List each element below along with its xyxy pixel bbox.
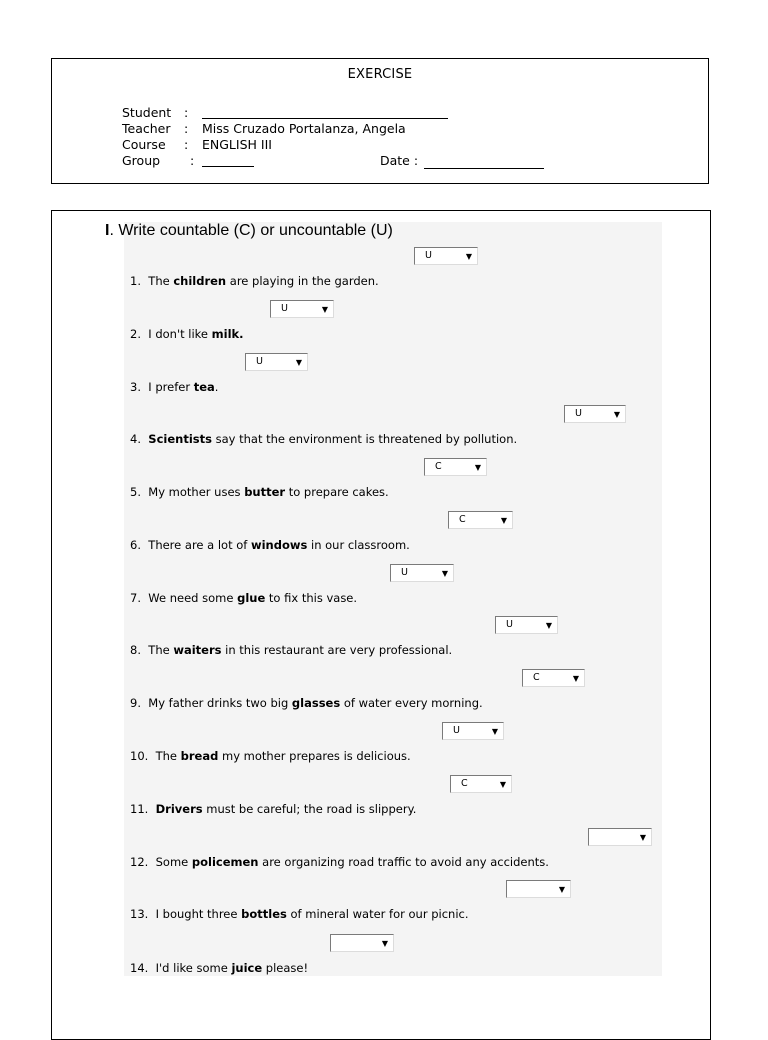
question-number: 14. [130,961,149,975]
exercise-heading [105,222,393,240]
question-text-before: I'd like some [155,961,232,975]
chevron-down-icon[interactable]: ▼ [572,674,580,683]
answer-select-8[interactable] [495,616,558,634]
question-number: 11. [130,802,149,816]
question-number: 7. [130,591,141,605]
question-keyword: waiters [173,643,222,657]
question-3 [130,380,218,394]
chevron-down-icon[interactable]: ▼ [491,727,499,736]
answer-select-11[interactable] [450,775,512,793]
answer-select-value: U [281,303,288,314]
question-text-before: I don't like [148,327,212,341]
question-number: 9. [130,696,141,710]
course-value: ENGLISH III [202,137,272,152]
question-7 [130,591,357,605]
exercise-heading-text: . Write countable (C) or uncountable (U) [109,222,393,239]
date-label: Date : [380,153,419,168]
question-text-before: My father drinks two big [148,696,292,710]
course-colon: : [184,137,189,152]
question-text-after: . [214,380,219,394]
student-colon: : [184,105,189,120]
question-text-before: We need some [148,591,238,605]
question-keyword: Drivers [155,802,203,816]
answer-select-2[interactable] [270,300,334,318]
chevron-down-icon[interactable]: ▼ [321,305,329,314]
question-number: 1. [130,274,141,288]
question-11 [130,802,416,816]
answer-select-1[interactable] [414,247,478,265]
question-number: 2. [130,327,141,341]
question-13 [130,907,469,921]
question-4 [130,432,517,446]
header-box [51,58,709,184]
question-text-after: of mineral water for our picnic. [286,907,469,921]
question-keyword: windows [250,538,308,552]
question-14 [130,961,308,975]
question-keyword: butter [244,485,286,499]
question-number: 8. [130,643,141,657]
question-text-before: I bought three [155,907,242,921]
question-5 [130,485,389,499]
answer-select-3[interactable] [245,353,308,371]
question-text-after: are playing in the garden. [226,274,379,288]
question-keyword: milk. [211,327,244,341]
question-text-after: to fix this vase. [265,591,358,605]
question-text-before: There are a lot of [148,538,251,552]
question-12 [130,855,549,869]
answer-select-7[interactable] [390,564,454,582]
chevron-down-icon[interactable]: ▼ [381,939,389,948]
question-text-after: of water every morning. [340,696,483,710]
chevron-down-icon[interactable]: ▼ [474,463,482,472]
question-text-after: in our classroom. [307,538,410,552]
answer-select-12[interactable] [588,828,652,846]
question-text-before: The [148,643,174,657]
question-number: 3. [130,380,141,394]
answer-select-value: C [459,514,466,525]
student-name-blank[interactable] [202,105,448,119]
answer-select-10[interactable] [442,722,504,740]
exercise-title: EXERCISE [347,67,413,82]
question-text-before: I prefer [148,380,194,394]
question-text-after: say that the environment is threatened by pollution. [211,432,518,446]
question-text-after: in this restaurant are very professional. [221,643,453,657]
answer-select-value: C [461,778,468,789]
answer-select-value: U [256,356,263,367]
teacher-label: Teacher [122,121,171,136]
answer-select-6[interactable] [448,511,513,529]
question-9 [130,696,483,710]
question-keyword: bottles [241,907,287,921]
answer-select-4[interactable] [564,405,626,423]
question-number: 4. [130,432,141,446]
question-2 [130,327,244,341]
question-keyword: glasses [291,696,341,710]
group-colon: : [190,153,195,168]
question-keyword: juice [231,961,263,975]
question-keyword: children [173,274,227,288]
question-number: 5. [130,485,141,499]
answer-select-value: U [453,725,460,736]
question-keyword: glue [237,591,266,605]
student-label: Student [122,105,172,120]
exercise-heading-number: I [105,222,110,239]
question-text-before: The [148,274,174,288]
chevron-down-icon[interactable]: ▼ [441,569,449,578]
group-label: Group [122,153,161,168]
answer-select-value: U [575,408,582,419]
question-text-after: to prepare cakes. [285,485,389,499]
question-text-after: must be careful; the road is slippery. [202,802,417,816]
answer-select-14[interactable] [330,934,394,952]
answer-select-5[interactable] [424,458,487,476]
question-keyword: tea [193,380,215,394]
chevron-down-icon[interactable]: ▼ [613,410,621,419]
question-keyword: policemen [191,855,259,869]
chevron-down-icon[interactable]: ▼ [545,621,553,630]
chevron-down-icon[interactable]: ▼ [500,516,508,525]
question-text-after: my mother prepares is delicious. [218,749,411,763]
question-text-before: The [155,749,181,763]
answer-select-9[interactable] [522,669,585,687]
chevron-down-icon[interactable]: ▼ [295,358,303,367]
question-8 [130,643,452,657]
chevron-down-icon[interactable]: ▼ [465,252,473,261]
group-blank[interactable] [202,153,254,167]
answer-select-value: U [506,619,513,630]
question-text-before: Some [155,855,192,869]
question-text-after: please! [262,961,309,975]
question-number: 12. [130,855,149,869]
date-blank[interactable] [424,155,544,169]
question-6 [130,538,410,552]
question-number: 13. [130,907,149,921]
course-label: Course [122,137,166,152]
question-number: 10. [130,749,149,763]
answer-select-value: U [401,567,408,578]
question-text-before: My mother uses [148,485,245,499]
answer-select-value: C [435,461,442,472]
question-1 [130,274,379,288]
question-keyword: bread [180,749,219,763]
answer-select-value: C [533,672,540,683]
teacher-value: Miss Cruzado Portalanza, Angela [202,121,406,136]
chevron-down-icon[interactable]: ▼ [639,833,647,842]
question-keyword: Scientists [148,432,212,446]
teacher-colon: : [184,121,189,136]
chevron-down-icon[interactable]: ▼ [558,885,566,894]
answer-select-13[interactable] [506,880,571,898]
answer-select-value: U [425,250,432,261]
question-number: 6. [130,538,141,552]
chevron-down-icon[interactable]: ▼ [499,780,507,789]
question-text-after: are organizing road traffic to avoid any accidents. [258,855,549,869]
question-10 [130,749,411,763]
